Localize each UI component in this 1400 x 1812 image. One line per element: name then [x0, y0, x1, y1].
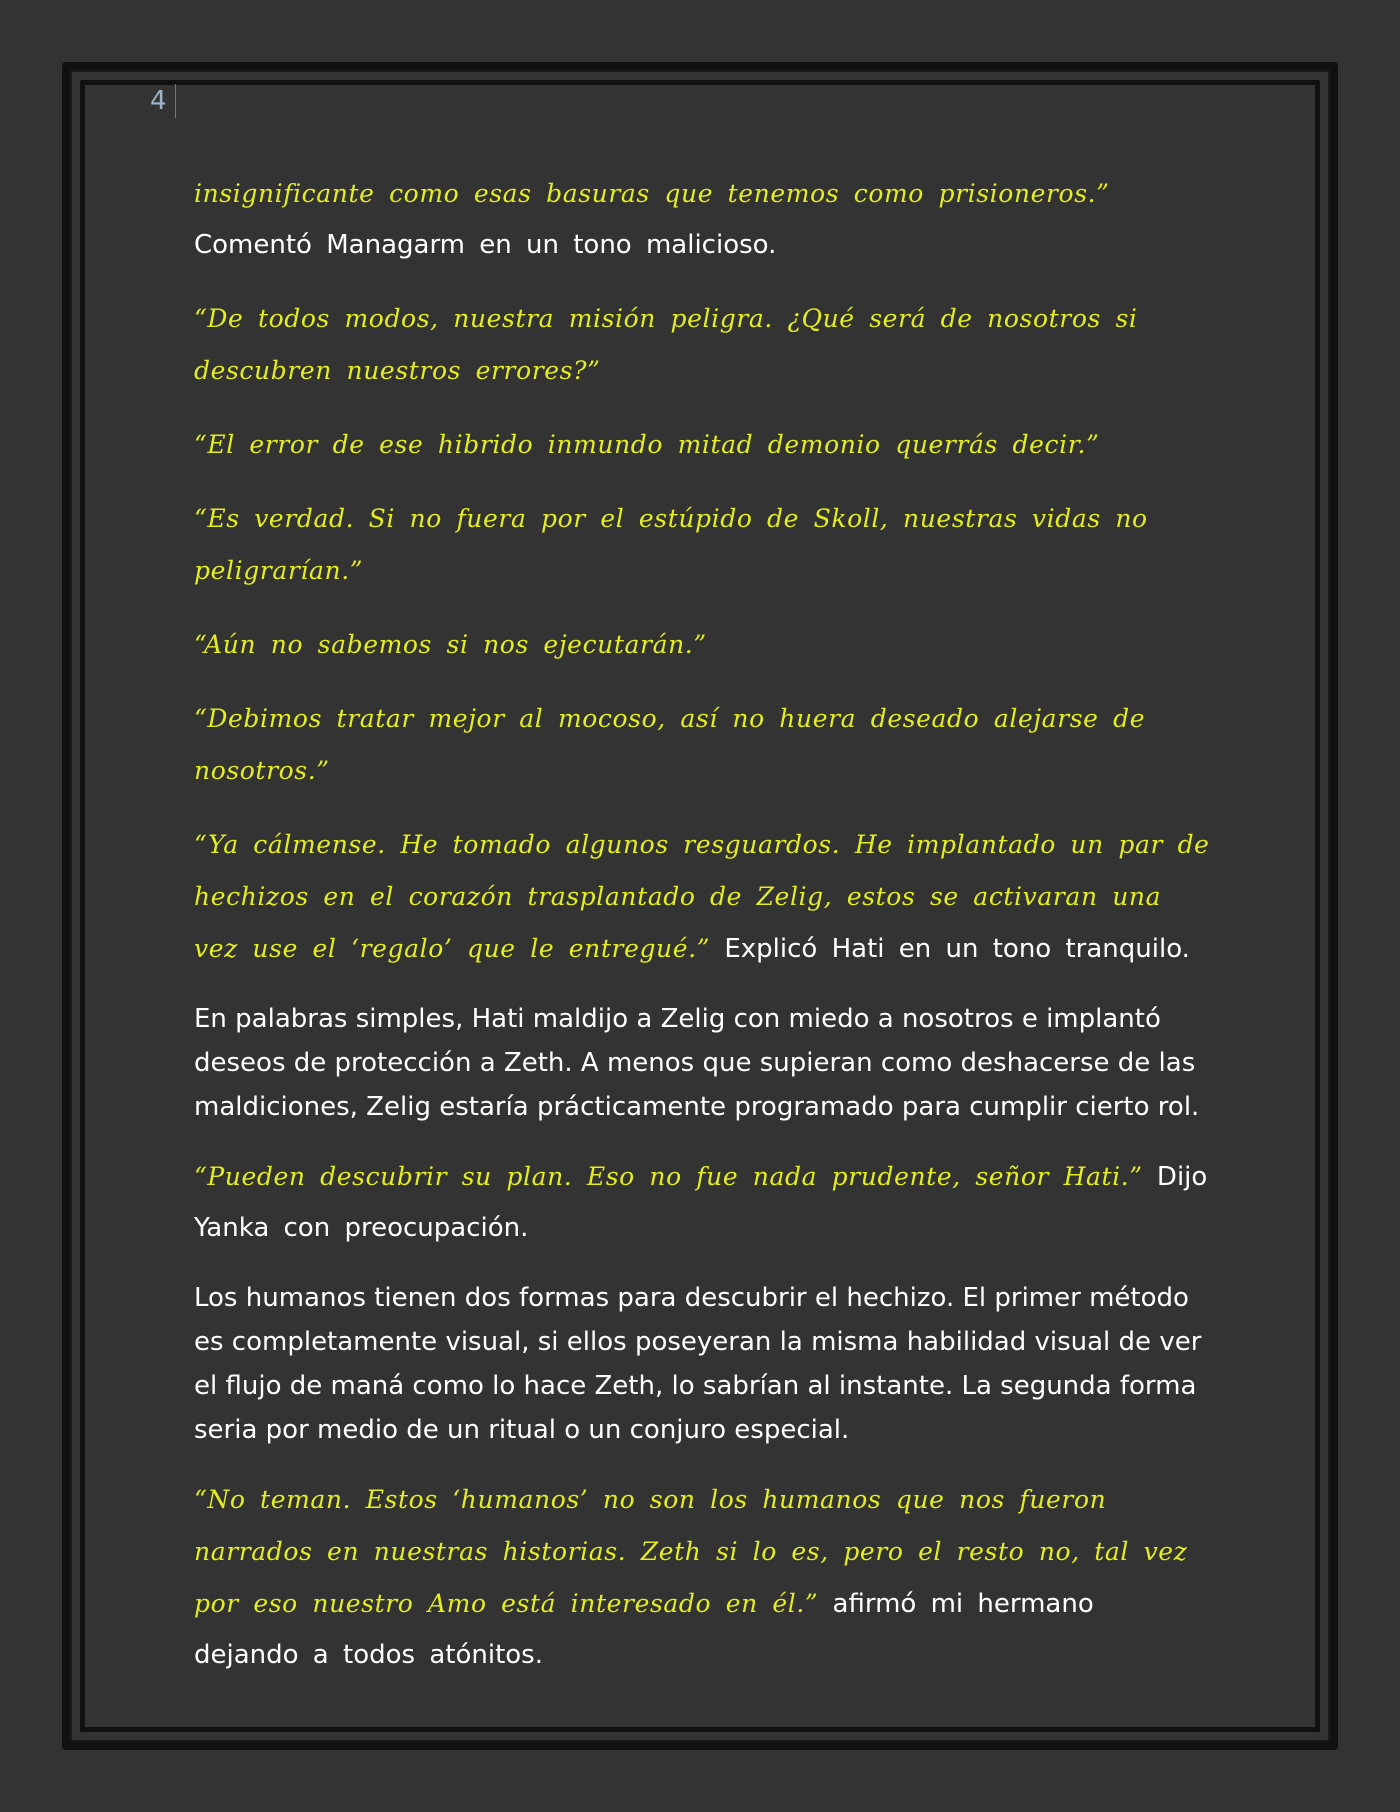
paragraph: [194, 819, 1210, 975]
dialogue: “Pueden descubrir su plan. Eso no fue nada prudente, señor Hati.”: [194, 1162, 1143, 1191]
paragraph: [194, 1151, 1210, 1254]
narration: Explicó Hati en un tono tranquilo.: [710, 934, 1190, 964]
paragraph: [194, 693, 1210, 797]
paragraph: [194, 168, 1210, 271]
dialogue: “Debimos tratar mejor al mocoso, así no huera deseado alejarse de nosotros.”: [194, 704, 1146, 785]
dialogue: “Es verdad. Si no fuera por el estúpido de Skoll, nuestras vidas no peligrarían.”: [194, 504, 1148, 585]
narration: Comentó Managarm en un tono malicioso.: [194, 230, 777, 260]
dialogue: “El error de ese hibrido inmundo mitad demonio querrás decir.”: [194, 430, 1100, 459]
dialogue: “De todos modos, nuestra misión peligra. ¿Qué será de nosotros si descubren nuestros errores?”: [194, 304, 1138, 385]
paragraph: [194, 619, 1210, 671]
narration: Los humanos tienen dos formas para descubrir el hechizo. El primer método es completamente visual, si ellos poseyeran la misma habilidad visual de ver el flujo de maná como lo hace Zeth, lo sabrían al instante. La segunda forma seria por medio de un ritual o un conjuro especial.: [194, 1283, 1202, 1445]
paragraph: [194, 293, 1210, 397]
story-text: [194, 168, 1210, 1703]
paragraph: [194, 997, 1210, 1129]
paragraph: [194, 1276, 1210, 1452]
page-number: 4: [150, 84, 176, 118]
dialogue: “No teman. Estos ‘humanos’ no son los humanos que nos fueron narrados en nuestras historias. Zeth si lo es, pero el resto no, tal vez por eso nuestro Amo está interesado en él.”: [194, 1485, 1188, 1618]
paragraph: [194, 419, 1210, 471]
dialogue: insignificante como esas basuras que tenemos como prisioneros.”: [194, 179, 1110, 208]
paragraph: [194, 1474, 1210, 1681]
narration: En palabras simples, Hati maldijo a Zelig con miedo a nosotros e implantó deseos de protección a Zeth. A menos que supieran como deshacerse de las maldiciones, Zelig estaría prácticamente programado para cumplir cierto rol.: [194, 1004, 1200, 1122]
dialogue: “Aún no sabemos si nos ejecutarán.”: [194, 630, 707, 659]
paragraph: [194, 493, 1210, 597]
narration: Dijo Yanka con preocupación.: [194, 1162, 1208, 1243]
narration: afirmó mi hermano dejando a todos atónitos.: [194, 1589, 1094, 1670]
dialogue: “Ya cálmense. He tomado algunos resguardos. He implantado un par de hechizos en el corazón trasplantado de Zelig, estos se activaran una vez use el ‘regalo’ que le entregué.”: [194, 830, 1210, 963]
